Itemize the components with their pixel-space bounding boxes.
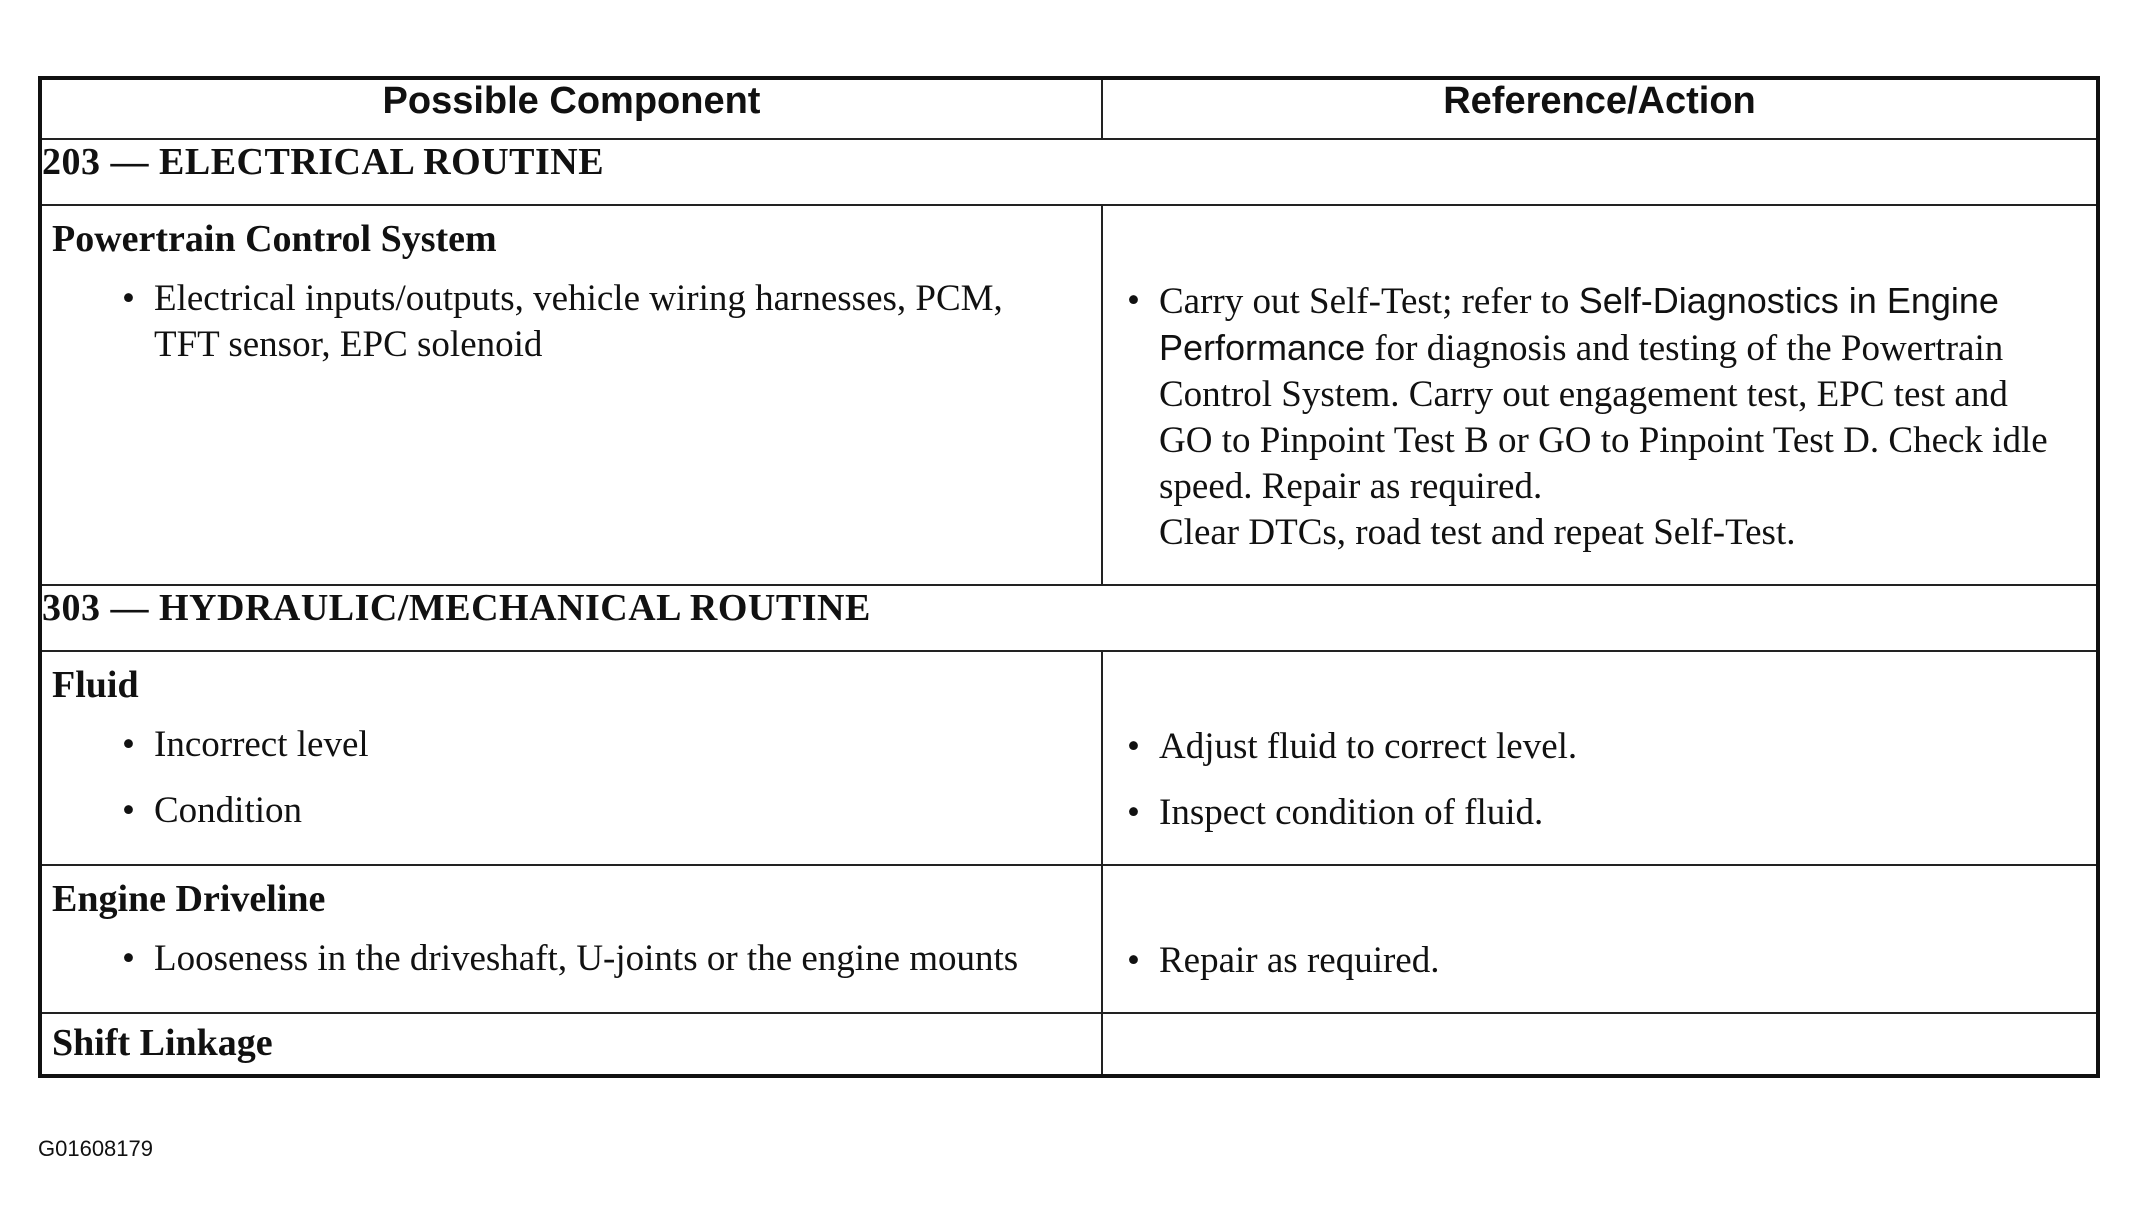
component-name-shift-linkage: Shift Linkage <box>52 1022 273 1064</box>
action-cell-fluid <box>1102 651 2098 865</box>
list-item-text: Incorrect level <box>154 724 369 765</box>
action-text-after: for diagnosis and testing of the Powertrain Control System. Carry out engagement test, EPC test and GO to Pinpoint Test B or GO to Pinpoint Test D. Check idle speed. Repair as required. <box>1159 328 2048 507</box>
component-name-powertrain: Powertrain Control System <box>52 218 497 260</box>
action-cell-engine-driveline <box>1102 865 2098 1013</box>
bullet-icon: • <box>122 724 135 765</box>
reference-link-self-diagnostics[interactable]: Self-Diagnostics in Engine Performance <box>1159 280 1999 368</box>
diagnosis-table-container <box>38 76 2096 1078</box>
section-row-electrical <box>40 139 2098 205</box>
component-items-powertrain <box>42 270 1101 396</box>
list-item <box>1127 724 2056 770</box>
list-item-text: Repair as required. <box>1159 940 1440 981</box>
list-item-text: Adjust fluid to correct level. <box>1159 726 1578 767</box>
action-items-powertrain <box>1103 206 2096 584</box>
header-reference-action: Reference/Action <box>1102 78 2098 139</box>
list-item-text <box>1159 278 2056 556</box>
list-item <box>1127 278 2056 556</box>
diagnosis-table <box>38 76 2100 1078</box>
bullet-icon: • <box>1127 280 1140 321</box>
header-possible-component: Possible Component <box>40 78 1102 139</box>
action-cell-shift-linkage <box>1102 1013 2098 1076</box>
list-item <box>122 788 1061 834</box>
component-cell-shift-linkage <box>40 1013 1102 1076</box>
action-items-fluid <box>1103 652 2096 864</box>
list-item-text: Looseness in the driveshaft, U-joints or the engine mounts <box>154 938 1019 979</box>
section-row-hydraulic <box>40 585 2098 651</box>
table-header-row <box>40 78 2098 139</box>
bullet-icon: • <box>1127 940 1140 981</box>
section-title-electrical: 203 — ELECTRICAL ROUTINE <box>40 139 2098 205</box>
bullet-icon: • <box>122 278 135 319</box>
component-cell-powertrain <box>40 205 1102 585</box>
bullet-icon: • <box>122 938 135 979</box>
component-name-fluid: Fluid <box>52 664 139 706</box>
list-item-text: Condition <box>154 790 303 831</box>
action-cell-powertrain <box>1102 205 2098 585</box>
component-cell-fluid <box>40 651 1102 865</box>
component-name-engine-driveline: Engine Driveline <box>52 878 326 920</box>
bullet-icon: • <box>1127 792 1140 833</box>
list-item-text: Electrical inputs/outputs, vehicle wiring harnesses, PCM, TFT sensor, EPC solenoid <box>154 278 1003 365</box>
table-row-engine-driveline <box>40 865 2098 1013</box>
action-text-before: Carry out Self-Test; refer to <box>1159 281 1579 322</box>
list-item <box>1127 938 2056 984</box>
component-items-engine-driveline <box>42 930 1101 1010</box>
section-title-hydraulic: 303 — HYDRAULIC/MECHANICAL ROUTINE <box>40 585 2098 651</box>
table-row-fluid <box>40 651 2098 865</box>
list-item <box>1127 790 2056 836</box>
list-item <box>122 722 1061 768</box>
table-row-powertrain <box>40 205 2098 585</box>
component-cell-engine-driveline <box>40 865 1102 1013</box>
bullet-icon: • <box>122 790 135 831</box>
table-row-shift-linkage <box>40 1013 2098 1076</box>
component-items-fluid <box>42 716 1101 862</box>
bullet-icon: • <box>1127 726 1140 767</box>
action-items-engine-driveline <box>1103 866 2096 1012</box>
action-text-extra: Clear DTCs, road test and repeat Self-Test. <box>1159 512 1796 553</box>
list-item <box>122 936 1061 982</box>
list-item-text: Inspect condition of fluid. <box>1159 792 1544 833</box>
list-item <box>122 276 1061 368</box>
figure-id: G01608179 <box>38 1136 153 1161</box>
